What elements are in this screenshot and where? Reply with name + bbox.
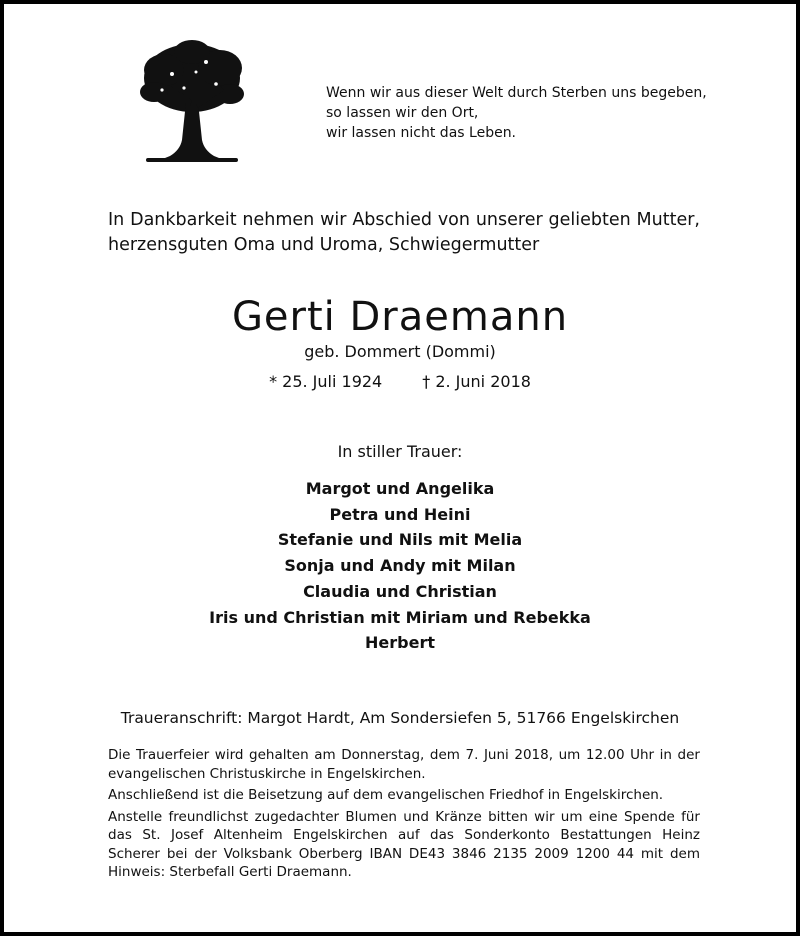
mourner: Herbert: [365, 633, 435, 653]
mourner: Iris und Christian mit Miriam und Rebekka: [209, 607, 591, 627]
note-paragraph: Die Trauerfeier wird gehalten am Donnerstag, dem 7. Juni 2018, um 12.00 Uhr in der evangelischen Christuskirche in Engelskirchen.: [108, 747, 700, 782]
mourner: Stefanie und Nils mit Melia: [277, 530, 523, 550]
death-date: † 2. Juni 2018: [422, 372, 531, 391]
funeral-notes: [108, 746, 700, 885]
birth-name: geb. Dommert (Dommi): [304, 342, 496, 361]
tree-icon: [136, 40, 248, 164]
poem-line-2: so lassen wir den Ort,: [326, 105, 479, 121]
mourning-label: In stiller Trauer:: [337, 442, 463, 461]
deceased-name: Gerti Draemann: [231, 294, 569, 340]
note-paragraph: Anstelle freundlichst zugedachter Blumen und Kränze bitten wir um eine Spende für das St. Josef Altenheim Engelskirchen auf das Sonderkonto Bestattungen Heinz Scherer bei der Volksbank Oberberg IBAN DE43 3846 2135 2009 1200 44 mit dem Hinweis: Sterbefall Gerti Draemann.: [108, 808, 700, 880]
mourning-address: Traueranschrift: Margot Hardt, Am Sondersiefen 5, 51766 Engelskirchen: [120, 709, 680, 727]
mourner: Sonja und Andy mit Milan: [284, 556, 516, 576]
mourners-list: [4, 476, 796, 656]
mourner: Margot und Angelika: [305, 479, 495, 498]
poem-line-1: Wenn wir aus dieser Welt durch Sterben uns begeben,: [326, 85, 707, 101]
poem-line-3: wir lassen nicht das Leben.: [326, 125, 517, 141]
life-dates: [4, 372, 796, 391]
mourner: Claudia und Christian: [303, 581, 497, 601]
note-paragraph: Anschließend ist die Beisetzung auf dem evangelischen Friedhof in Engelskirchen.: [108, 787, 664, 803]
poem: [326, 83, 707, 143]
mourner: Petra und Heini: [329, 504, 471, 524]
birth-date: * 25. Juli 1924: [269, 372, 383, 391]
intro-text: In Dankbarkeit nehmen wir Abschied von unserer geliebten Mutter, herzensguten Oma und Uroma, Schwiegermutter: [108, 210, 700, 255]
